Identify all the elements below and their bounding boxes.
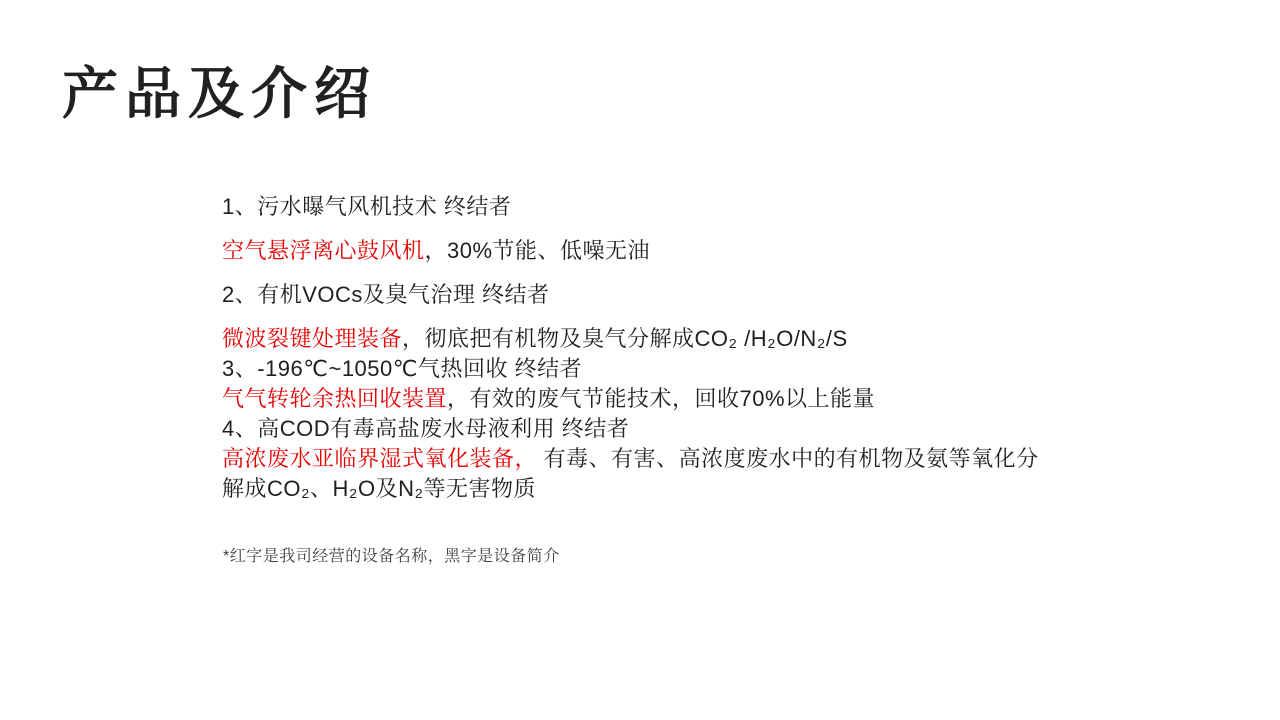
text-segment-red: 高浓废水亚临界湿式氧化装备，: [222, 446, 538, 471]
content-line: [222, 324, 1182, 354]
text-segment-red: 空气悬浮离心鼓风机: [222, 238, 425, 263]
slide-title: 产品及介绍: [62, 62, 377, 125]
content-line: [222, 444, 1182, 474]
text-segment-black: 解成CO₂、H₂O及N₂等无害物质: [222, 476, 537, 501]
text-segment-black: 1、污水曝气风机技术 终结者: [222, 194, 512, 219]
text-segment-red: 气气转轮余热回收装置: [222, 386, 448, 411]
content-line: [222, 192, 1182, 222]
text-segment-black: 2、有机VOCs及臭气治理 终结者: [222, 282, 550, 307]
footnote: *红字是我司经营的设备名称，黑字是设备简介: [223, 548, 560, 565]
content-line: [222, 384, 1182, 414]
content-line: [222, 414, 1182, 444]
content-block: [222, 192, 1182, 504]
text-segment-red: 微波裂键处理装备: [222, 326, 403, 351]
content-line: [222, 474, 1182, 504]
text-segment-black: 有毒、有害、高浓度废水中的有机物及氨等氧化分: [537, 446, 1039, 471]
content-line: [222, 280, 1182, 310]
content-line: [222, 354, 1182, 384]
text-segment-black: 4、高COD有毒高盐废水母液利用 终结者: [222, 416, 630, 441]
text-segment-black: ，有效的废气节能技术，回收70%以上能量: [447, 386, 876, 411]
text-segment-black: 3、-196℃~1050℃气热回收 终结者: [222, 356, 583, 381]
text-segment-black: ，30%节能、低噪无油: [424, 238, 651, 263]
content-line: [222, 236, 1182, 266]
text-segment-black: ，彻底把有机物及臭气分解成CO₂ /H₂O/N₂/S: [402, 326, 848, 351]
